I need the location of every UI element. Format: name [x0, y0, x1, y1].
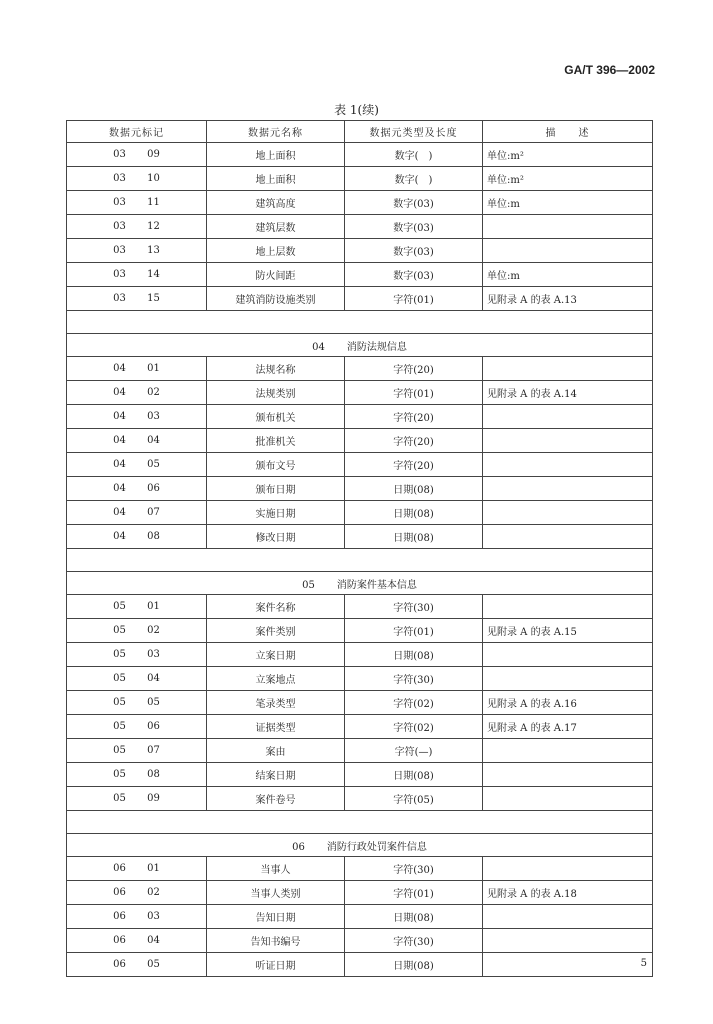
element-name: 法规名称: [207, 357, 345, 381]
element-description: 见附录 A 的表 A.18: [483, 881, 653, 905]
tag-group: 05: [113, 769, 126, 780]
element-type: 数字(03): [345, 191, 483, 215]
element-name: 颁布日期: [207, 477, 345, 501]
element-tag: [67, 643, 207, 667]
tag-index: 02: [147, 887, 160, 898]
element-tag: [67, 287, 207, 311]
table-row: [67, 595, 653, 619]
blank-cell: [67, 311, 653, 334]
element-description: [483, 525, 653, 549]
tag-index: 15: [147, 293, 160, 304]
section-title: 消防案件基本信息: [336, 579, 417, 591]
element-description: [483, 595, 653, 619]
tag-group: 03: [113, 269, 126, 280]
element-name: 证据类型: [207, 715, 345, 739]
section-heading: [67, 572, 653, 595]
element-name: 建筑消防设施类别: [207, 287, 345, 311]
section-title: 消防法规信息: [346, 341, 407, 353]
element-type: 日期(08): [345, 905, 483, 929]
element-name: 当事人类别: [207, 881, 345, 905]
element-tag: [67, 357, 207, 381]
element-name: 告知书编号: [207, 929, 345, 953]
element-name: 实施日期: [207, 501, 345, 525]
tag-group: 03: [113, 173, 126, 184]
tag-group: 05: [113, 721, 126, 732]
element-tag: [67, 501, 207, 525]
table-row: [67, 357, 653, 381]
table-row: [67, 239, 653, 263]
tag-index: 03: [147, 911, 160, 922]
element-description: 见附录 A 的表 A.14: [483, 381, 653, 405]
tag-index: 03: [147, 411, 160, 422]
tag-group: 04: [113, 531, 126, 542]
element-tag: [67, 595, 207, 619]
column-header: 数据元标记: [67, 121, 207, 143]
tag-index: 04: [147, 435, 160, 446]
element-tag: [67, 691, 207, 715]
tag-group: 04: [113, 363, 126, 374]
table-row: [67, 905, 653, 929]
tag-index: 01: [147, 863, 160, 874]
element-type: 字符(—): [345, 739, 483, 763]
element-type: 字符(01): [345, 619, 483, 643]
table-row: [67, 929, 653, 953]
element-type: 日期(08): [345, 763, 483, 787]
tag-group: 05: [113, 745, 126, 756]
element-description: [483, 953, 653, 977]
table-row: [67, 881, 653, 905]
element-tag: [67, 619, 207, 643]
element-type: 字符(01): [345, 881, 483, 905]
element-tag: [67, 905, 207, 929]
tag-index: 12: [147, 221, 160, 232]
data-element-table: [66, 120, 653, 977]
element-description: 见附录 A 的表 A.15: [483, 619, 653, 643]
element-description: [483, 857, 653, 881]
element-tag: [67, 881, 207, 905]
table-body: [67, 143, 653, 977]
tag-group: 03: [113, 197, 126, 208]
element-description: 单位:m²: [483, 167, 653, 191]
section-number: 06: [292, 841, 305, 853]
tag-index: 04: [147, 673, 160, 684]
element-description: [483, 667, 653, 691]
table-row: [67, 477, 653, 501]
section-row: [67, 334, 653, 357]
tag-group: 05: [113, 649, 126, 660]
element-type: 字符(01): [345, 381, 483, 405]
section-title: 消防行政处罚案件信息: [326, 841, 427, 853]
element-name: 批准机关: [207, 429, 345, 453]
element-type: 字符(01): [345, 287, 483, 311]
tag-group: 05: [113, 625, 126, 636]
element-tag: [67, 405, 207, 429]
table-row: [67, 263, 653, 287]
tag-index: 05: [147, 697, 160, 708]
tag-group: 05: [113, 793, 126, 804]
element-type: 字符(02): [345, 715, 483, 739]
tag-group: 04: [113, 459, 126, 470]
element-name: 结案日期: [207, 763, 345, 787]
element-type: 字符(20): [345, 405, 483, 429]
column-header: 数据元名称: [207, 121, 345, 143]
element-name: 案由: [207, 739, 345, 763]
tag-index: 14: [147, 269, 160, 280]
tag-group: 06: [113, 911, 126, 922]
tag-index: 05: [147, 459, 160, 470]
element-type: 字符(30): [345, 595, 483, 619]
standard-code: GA/T 396—2002: [564, 63, 655, 77]
tag-group: 06: [113, 959, 126, 970]
tag-group: 03: [113, 245, 126, 256]
tag-index: 09: [147, 149, 160, 160]
element-description: 见附录 A 的表 A.16: [483, 691, 653, 715]
element-name: 法规类别: [207, 381, 345, 405]
blank-row: [67, 311, 653, 334]
element-description: 单位:m: [483, 191, 653, 215]
tag-group: 03: [113, 293, 126, 304]
element-tag: [67, 263, 207, 287]
table-row: [67, 525, 653, 549]
section-row: [67, 834, 653, 857]
element-description: [483, 357, 653, 381]
element-description: [483, 787, 653, 811]
element-description: [483, 477, 653, 501]
table-row: [67, 787, 653, 811]
element-type: 数字( ): [345, 167, 483, 191]
blank-row: [67, 811, 653, 834]
element-type: 字符(02): [345, 691, 483, 715]
element-type: 日期(08): [345, 477, 483, 501]
tag-index: 01: [147, 363, 160, 374]
element-description: 单位:m: [483, 263, 653, 287]
element-name: 当事人: [207, 857, 345, 881]
element-description: 见附录 A 的表 A.13: [483, 287, 653, 311]
element-description: [483, 429, 653, 453]
element-type: 数字( ): [345, 143, 483, 167]
element-description: [483, 239, 653, 263]
tag-index: 11: [147, 197, 160, 208]
table-row: [67, 619, 653, 643]
tag-group: 04: [113, 411, 126, 422]
element-description: [483, 453, 653, 477]
element-tag: [67, 381, 207, 405]
element-description: [483, 643, 653, 667]
table-row: [67, 143, 653, 167]
element-tag: [67, 667, 207, 691]
tag-group: 06: [113, 887, 126, 898]
element-description: [483, 763, 653, 787]
tag-group: 03: [113, 149, 126, 160]
element-tag: [67, 453, 207, 477]
element-tag: [67, 215, 207, 239]
tag-index: 01: [147, 601, 160, 612]
element-name: 颁布文号: [207, 453, 345, 477]
section-number: 05: [302, 579, 315, 591]
element-name: 立案日期: [207, 643, 345, 667]
element-tag: [67, 715, 207, 739]
element-name: 地上面积: [207, 143, 345, 167]
element-tag: [67, 239, 207, 263]
element-name: 建筑高度: [207, 191, 345, 215]
table-row: [67, 191, 653, 215]
element-name: 地上层数: [207, 239, 345, 263]
element-tag: [67, 739, 207, 763]
element-type: 字符(30): [345, 667, 483, 691]
element-tag: [67, 787, 207, 811]
tag-index: 05: [147, 959, 160, 970]
element-tag: [67, 477, 207, 501]
table-row: [67, 405, 653, 429]
element-tag: [67, 763, 207, 787]
tag-group: 06: [113, 935, 126, 946]
column-header: 描 述: [483, 121, 653, 143]
element-description: [483, 929, 653, 953]
tag-group: 05: [113, 601, 126, 612]
blank-row: [67, 549, 653, 572]
table-row: [67, 857, 653, 881]
element-type: 字符(20): [345, 357, 483, 381]
element-tag: [67, 429, 207, 453]
tag-group: 05: [113, 673, 126, 684]
element-name: 案件名称: [207, 595, 345, 619]
tag-index: 07: [147, 507, 160, 518]
element-type: 数字(03): [345, 239, 483, 263]
element-name: 颁布机关: [207, 405, 345, 429]
section-heading: [67, 834, 653, 857]
table-row: [67, 501, 653, 525]
element-tag: [67, 929, 207, 953]
element-tag: [67, 525, 207, 549]
element-description: [483, 739, 653, 763]
tag-group: 04: [113, 507, 126, 518]
table-row: [67, 953, 653, 977]
tag-index: 08: [147, 769, 160, 780]
page-number: 5: [640, 958, 647, 969]
element-name: 案件卷号: [207, 787, 345, 811]
element-name: 告知日期: [207, 905, 345, 929]
tag-group: 05: [113, 697, 126, 708]
blank-cell: [67, 811, 653, 834]
element-type: 日期(08): [345, 643, 483, 667]
section-heading: [67, 334, 653, 357]
tag-index: 06: [147, 483, 160, 494]
column-header: 数据元类型及长度: [345, 121, 483, 143]
tag-index: 06: [147, 721, 160, 732]
element-name: 修改日期: [207, 525, 345, 549]
element-name: 建筑层数: [207, 215, 345, 239]
table-row: [67, 381, 653, 405]
tag-index: 09: [147, 793, 160, 804]
tag-index: 02: [147, 625, 160, 636]
table-header-row: [67, 121, 653, 143]
tag-group: 03: [113, 221, 126, 232]
table-row: [67, 643, 653, 667]
tag-index: 08: [147, 531, 160, 542]
tag-index: 10: [147, 173, 160, 184]
table-row: [67, 763, 653, 787]
element-type: 字符(20): [345, 453, 483, 477]
tag-index: 07: [147, 745, 160, 756]
section-row: [67, 572, 653, 595]
table-row: [67, 739, 653, 763]
element-tag: [67, 143, 207, 167]
element-type: 字符(20): [345, 429, 483, 453]
element-description: [483, 905, 653, 929]
element-type: 数字(03): [345, 263, 483, 287]
element-name: 听证日期: [207, 953, 345, 977]
table-caption: 表 1(续): [334, 103, 379, 117]
element-description: 见附录 A 的表 A.17: [483, 715, 653, 739]
table-row: [67, 429, 653, 453]
element-description: [483, 501, 653, 525]
element-type: 数字(03): [345, 215, 483, 239]
section-number: 04: [312, 341, 325, 353]
table-row: [67, 453, 653, 477]
tag-group: 04: [113, 483, 126, 494]
element-type: 日期(08): [345, 501, 483, 525]
tag-group: 06: [113, 863, 126, 874]
element-type: 日期(08): [345, 953, 483, 977]
element-tag: [67, 857, 207, 881]
element-name: 笔录类型: [207, 691, 345, 715]
table-row: [67, 167, 653, 191]
tag-group: 04: [113, 435, 126, 446]
table-row: [67, 667, 653, 691]
element-type: 字符(05): [345, 787, 483, 811]
element-name: 地上面积: [207, 167, 345, 191]
element-type: 字符(30): [345, 929, 483, 953]
element-type: 日期(08): [345, 525, 483, 549]
table-row: [67, 691, 653, 715]
element-name: 防火间距: [207, 263, 345, 287]
element-tag: [67, 167, 207, 191]
tag-index: 02: [147, 387, 160, 398]
tag-index: 13: [147, 245, 160, 256]
element-type: 字符(30): [345, 857, 483, 881]
element-name: 立案地点: [207, 667, 345, 691]
table-row: [67, 287, 653, 311]
tag-index: 03: [147, 649, 160, 660]
blank-cell: [67, 549, 653, 572]
element-description: [483, 215, 653, 239]
table-row: [67, 715, 653, 739]
tag-index: 04: [147, 935, 160, 946]
element-tag: [67, 191, 207, 215]
tag-group: 04: [113, 387, 126, 398]
element-tag: [67, 953, 207, 977]
table-row: [67, 215, 653, 239]
element-description: [483, 405, 653, 429]
element-description: 单位:m²: [483, 143, 653, 167]
element-name: 案件类别: [207, 619, 345, 643]
